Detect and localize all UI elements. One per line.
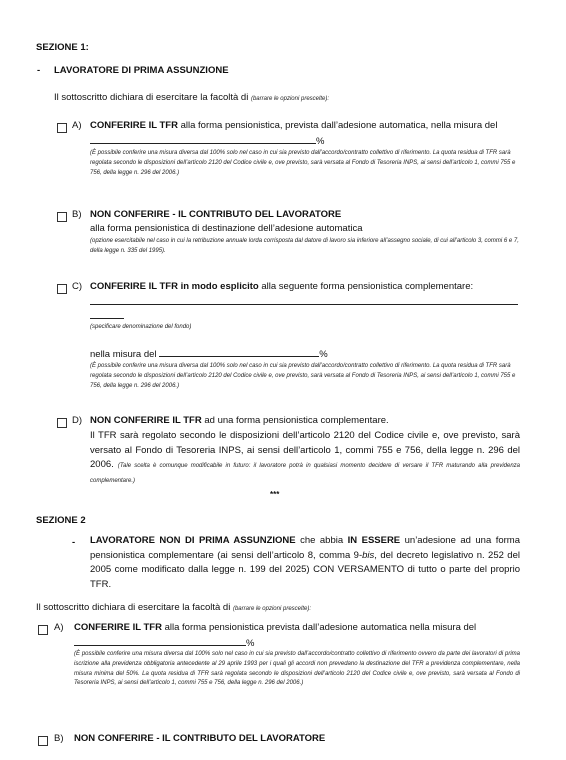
section1-intro — [54, 91, 329, 105]
option-a-note: (È possibile conferire una misura diversa dal 100% solo nel caso in cui sia previsto dall’accordo/contratto collettivo di riferimento. La quota residua di TFR sarà regolata secondo le disposizioni dell’articolo 2120 del Codice civile e, ove previsto, sarà versata al Fondo di Tesoreria INPS, ai sensi dell’articolo 1, commi 755 e 756, della legge n. 296 del 2006.) — [90, 150, 516, 176]
option-c-letter: C) — [72, 281, 83, 292]
option-c-checkbox[interactable] — [57, 284, 67, 294]
option-a-bold: CONFERIRE IL TFR — [90, 120, 178, 131]
intro-text: Il sottoscritto dichiara di esercitare la facoltà di — [54, 92, 249, 103]
section2-italic: bis — [362, 549, 375, 561]
option-d-body: ad una forma pensionistica complementare. — [201, 415, 389, 426]
option-d-body2: Il TFR sarà regolato secondo le disposizioni dell’articolo 2120 del Codice civile e, ove previsto, sarà versato al Fondo di Tesoreria INPS, ai sensi dell’articolo 1, commi 755 e 756, della legge n. 296 del 2006. — [90, 430, 520, 470]
section2-text2: un’adesione ad una forma pensionistica complementare (ai sensi dell’articolo 8, comma 9- — [90, 535, 521, 561]
section2-option-a-body: alla forma pensionistica prevista dall’adesione automatica nella misura del — [161, 622, 477, 633]
section2-intro-text: Il sottoscritto dichiara di esercitare la facoltà di — [36, 602, 231, 613]
section2-option-b-letter: B) — [54, 733, 64, 744]
section2-text3: , del decreto legislativo n. 252 del 2005 come modificato dalla legge n. 199 del 2025) CON VERSAMENTO di tutto o parte del proprio TFR. — [90, 549, 520, 590]
option-c-pct: % — [319, 349, 328, 360]
section2-option-a-letter: A) — [54, 622, 64, 633]
option-c-note: (È possibile conferire una misura diversa dal 100% solo nel caso in cui sia previsto dall’accordo/contratto collettivo di riferimento. La quota residua di TFR sarà regolata secondo le disposizioni dell’articolo 2120 del Codice civile e, ove previsto, sarà versata al Fondo di Tesoreria INPS, ai sensi dell’articolo 1, commi 755 e 756, della legge n. 296 del 2006.) — [90, 363, 516, 389]
option-c-fund-line-2[interactable] — [90, 318, 124, 319]
option-c-measure[interactable] — [90, 346, 328, 362]
option-a-pct: % — [316, 136, 325, 147]
section1-title: SEZIONE 1: — [36, 42, 89, 53]
option-b-letter: B) — [72, 209, 82, 220]
section2-intro-note: (barrare le opzioni prescelte): — [232, 606, 311, 612]
section1-bullet: - — [37, 65, 41, 76]
section2-option-a-checkbox[interactable] — [38, 625, 48, 635]
option-a-checkbox[interactable] — [57, 123, 67, 133]
section2-intro — [36, 601, 311, 615]
section2-option-a-text — [74, 621, 520, 635]
section2-bullet: - — [72, 537, 76, 548]
section2-option-a-note: (È possibile conferire una misura diversa dal 100% solo nel caso in cui sia previsto dall’accordo/contratto collettivo di riferimento ovvero da parte dei lavoratori di prima iscrizione alla previdenza obbligatoria antecedente al 29 aprile 1993 per i quali gli accordi non prevedano la destinazione del TFR a previdenza complementare, nella misura minima del 50%. La quota residua di TFR sarà regolata secondo le disposizioni dell’articolo 2120 del Codice civile e, ove previsto, sarà versata al Fondo di Tesoreria INPS, ai sensi dell’articolo 1, commi 755 e 756, della legge n. 296 del 2006.) — [74, 651, 520, 687]
option-c-fund-line[interactable] — [90, 304, 518, 305]
section2-bold1: LAVORATORE NON DI PRIMA ASSUNZIONE — [90, 535, 296, 546]
option-a-measure[interactable] — [90, 133, 324, 149]
section2-option-a-blank[interactable] — [74, 635, 246, 646]
option-d-text — [90, 414, 530, 428]
section2-option-b-checkbox[interactable] — [38, 736, 48, 746]
option-a-blank[interactable] — [90, 133, 316, 144]
section2-option-a-pct: % — [246, 638, 255, 649]
option-d-checkbox[interactable] — [57, 418, 67, 428]
option-c-fund-note: (specificare denominazione del fondo) — [90, 324, 192, 330]
option-a-body: alla forma pensionistica, prevista dall’adesione automatica, nella misura del — [177, 120, 498, 131]
option-b-bold: NON CONFERIRE - IL CONTRIBUTO DEL LAVORATORE — [90, 209, 342, 220]
option-a-letter: A) — [72, 120, 82, 131]
section2-option-a-bold: CONFERIRE IL TFR — [74, 622, 162, 633]
option-c-text — [90, 280, 530, 294]
section2-option-a-measure[interactable] — [74, 635, 254, 651]
section2-title: SEZIONE 2 — [36, 515, 86, 526]
section2-bold2: IN ESSERE — [347, 535, 401, 546]
intro-note: (barrare le opzioni prescelte): — [250, 96, 329, 102]
separator: *** — [270, 490, 280, 499]
section2-option-b-bold: NON CONFERIRE - IL CONTRIBUTO DEL LAVORATORE — [74, 733, 326, 744]
option-b-checkbox[interactable] — [57, 212, 67, 222]
section2-description — [90, 534, 520, 592]
option-c-bold: CONFERIRE IL TFR in modo esplicito — [90, 281, 259, 292]
section2-text1: che abbia — [295, 535, 348, 546]
option-b-note: (opzione esercitabile nel caso in cui la retribuzione annuale lorda corrisposta dal datore di lavoro sia inferiore all’assegno sociale, di cui all’articolo 3, commi 6 e 7, della legge n. 335 del 1995). — [90, 238, 519, 254]
option-a-text — [90, 119, 530, 133]
option-d-note: (Tale scelta è comunque modificabile in futuro: il lavoratore potrà in qualsiasi momento decidere di versare il TFR maturando alla previdenza complementare.) — [90, 463, 520, 484]
option-b-body: alla forma pensionistica di destinazione dell’adesione automatica — [90, 223, 363, 234]
option-d-letter: D) — [72, 415, 83, 426]
option-c-blank[interactable] — [159, 346, 319, 357]
option-d-bold: NON CONFERIRE IL TFR — [90, 415, 202, 426]
option-c-measure-label: nella misura del — [90, 349, 157, 360]
section1-subtitle: LAVORATORE DI PRIMA ASSUNZIONE — [54, 65, 229, 76]
option-c-body: alla seguente forma pensionistica complementare: — [258, 281, 474, 292]
option-d-text2 — [90, 429, 520, 487]
